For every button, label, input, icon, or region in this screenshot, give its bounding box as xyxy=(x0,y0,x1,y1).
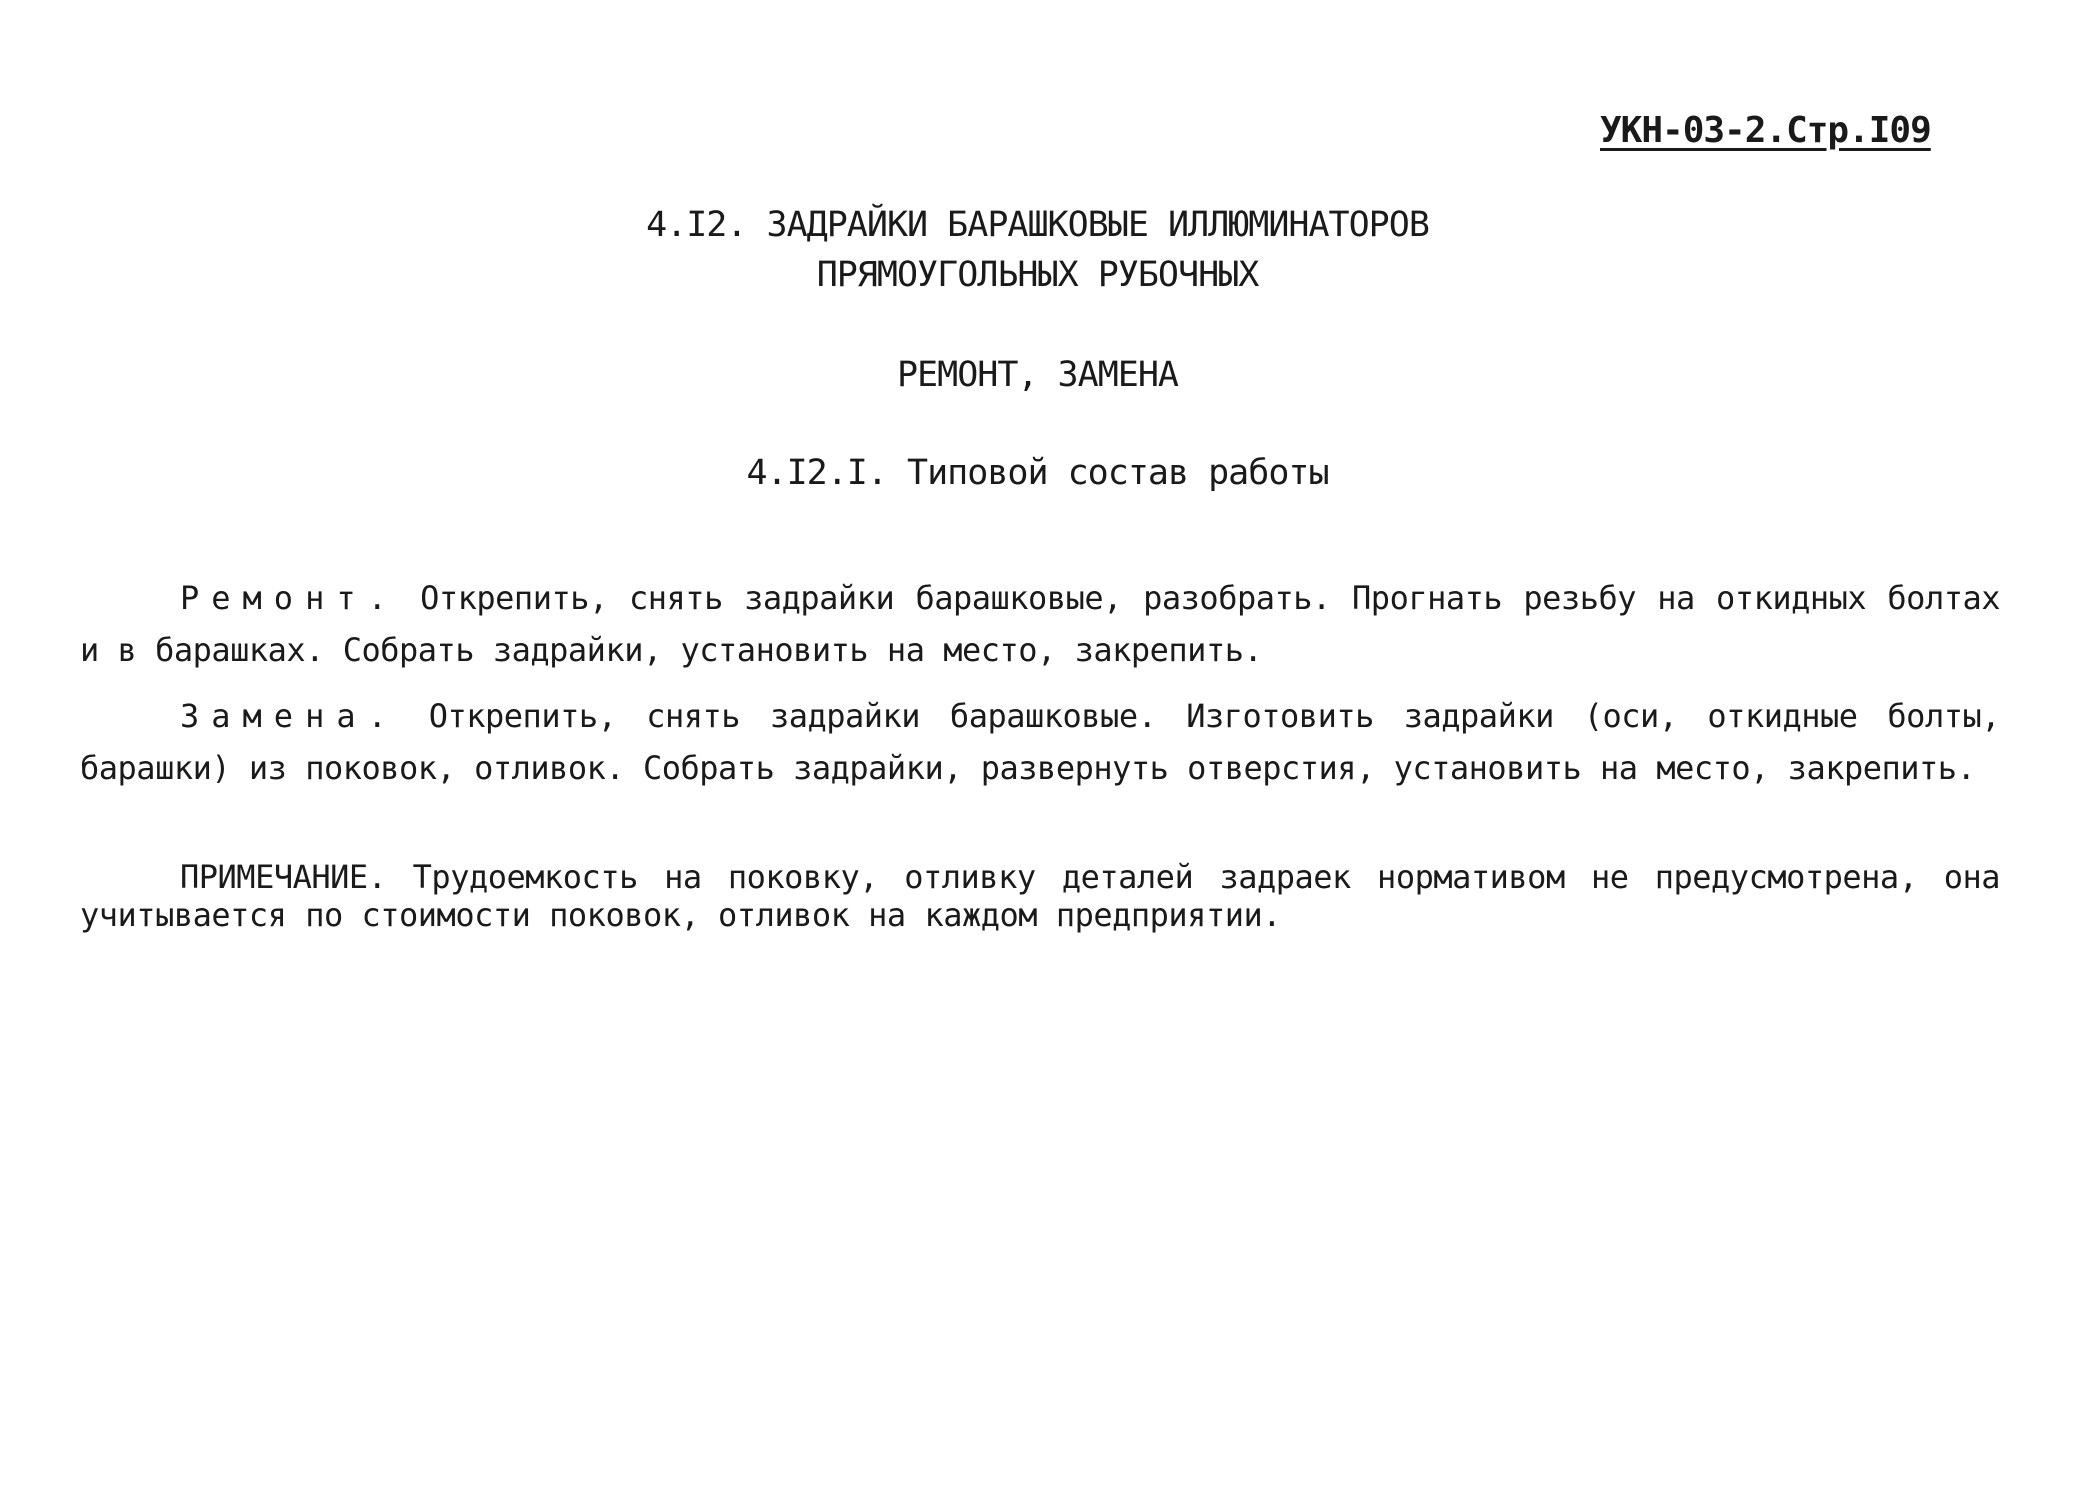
repair-paragraph xyxy=(80,572,2000,676)
title-line-2: ПРЯМОУГОЛЬНЫХ РУБОЧНЫХ xyxy=(816,255,1259,295)
subtitle: РЕМОНТ, ЗАМЕНА xyxy=(896,355,1178,395)
title-line-1: 4.I2. ЗАДРАЙКИ БАРАШКОВЫЕ ИЛЛЮМИНАТОРОВ xyxy=(646,205,1429,245)
replace-paragraph xyxy=(80,690,2000,794)
note-text: ПРИМЕЧАНИЕ. Трудоемкость на поковку, отливку деталей задраек нормативом не предусмотрена, она учитывается по стоимости поковок, отливок на каждом предприятии. xyxy=(80,858,2000,934)
repair-label: Ремонт. xyxy=(180,579,399,617)
section-heading: 4.I2.I. Типовой состав работы xyxy=(746,453,1329,493)
repair-text: Открепить, снять задрайки барашковые, разобрать. Прогнать резьбу на откидных болтах и в барашках. Собрать задрайки, установить на место, закрепить. xyxy=(80,579,2000,669)
replace-text: Открепить, снять задрайки барашковые. Изготовить задрайки (оси, откидные болты, барашки) из поковок, отливок. Собрать задрайки, развернуть отверстия, установить на место, закрепить. xyxy=(80,697,2000,787)
note-paragraph xyxy=(80,858,2000,934)
replace-label: Замена. xyxy=(180,697,399,735)
page-reference: УКН-03-2.Стр.I09 xyxy=(1600,110,1931,151)
